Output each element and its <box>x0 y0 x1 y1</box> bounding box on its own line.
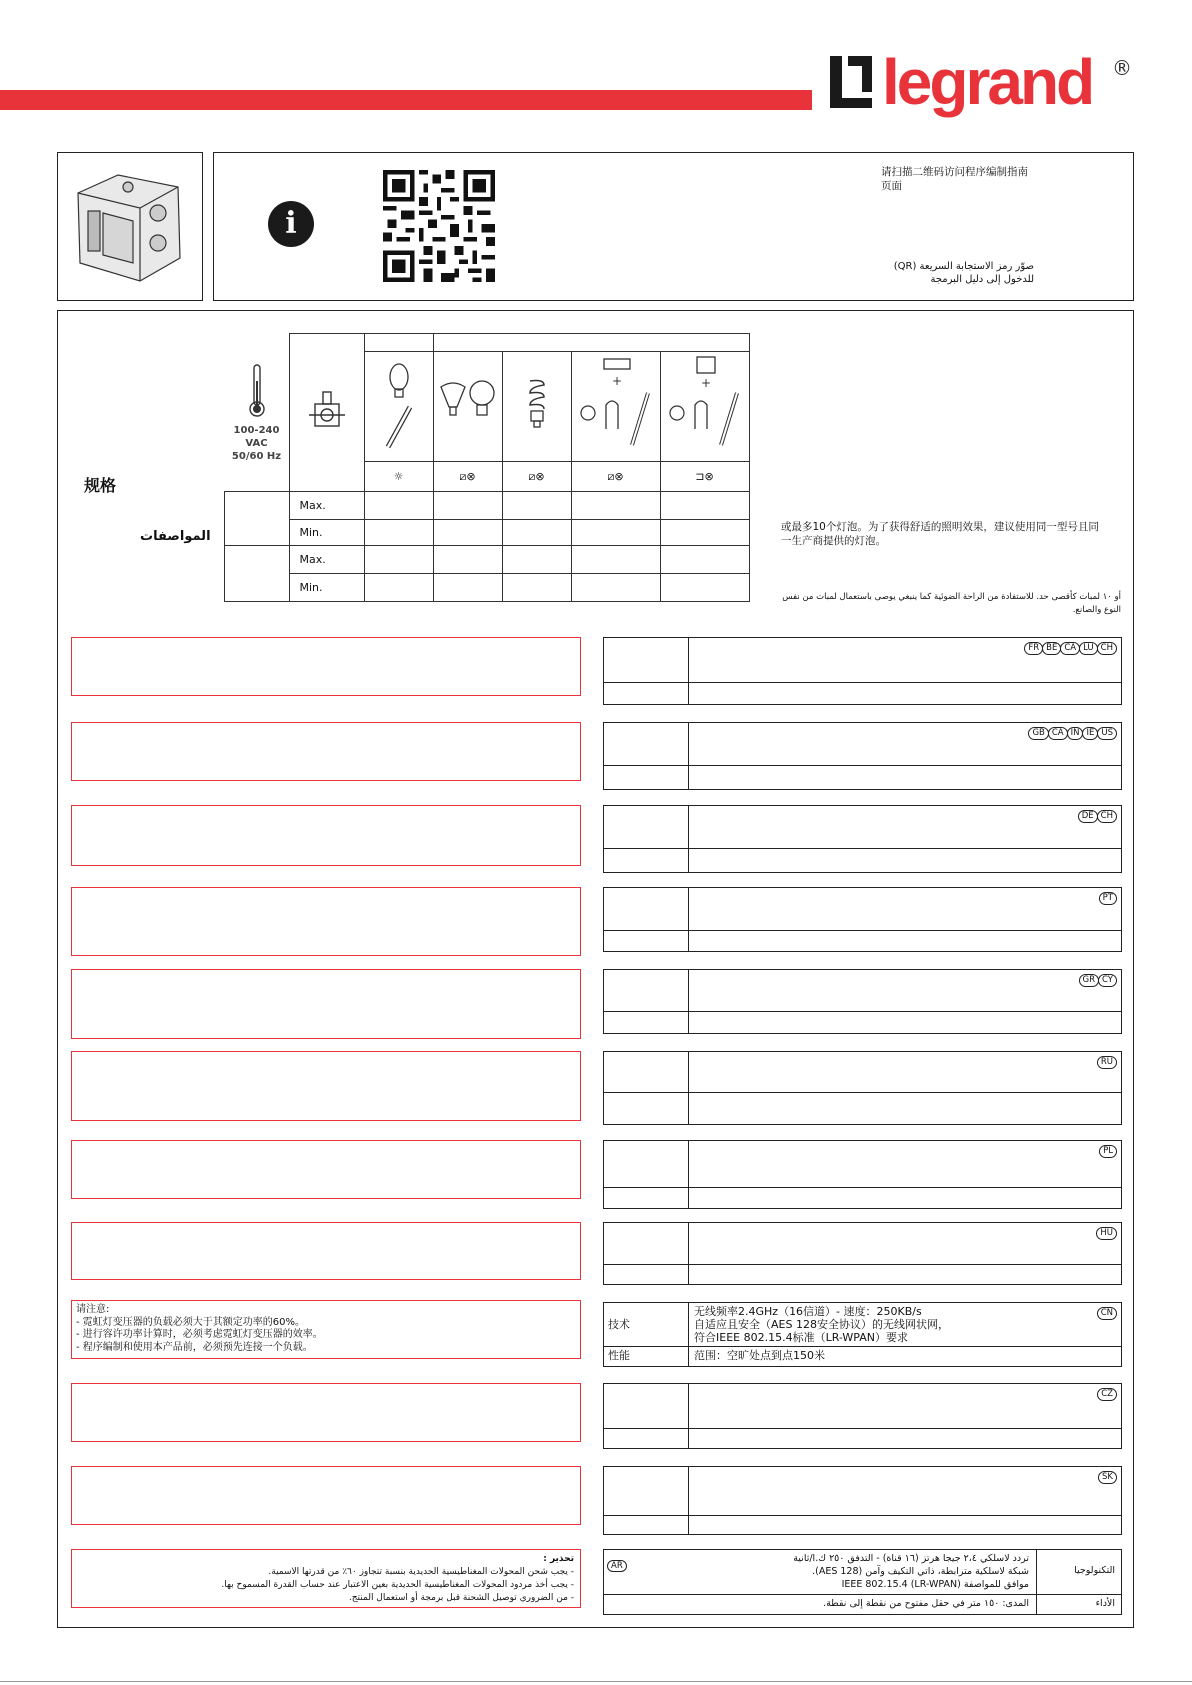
qr-instruction-ar: صوّر رمز الاستجابة السريعة (QR) للدخول إلى دليل البرمجة <box>893 261 1034 285</box>
bulb-note-ar: أو ۱۰ لمبات كأقصى حد. للاستفادة من الراحة الضوئية كما ينبغي يوصى باستعمال لمبات من نفس النوع والصانع. <box>782 592 1121 615</box>
country-badge: IN <box>1067 727 1084 740</box>
driver-lamp-icon: ⧄⊗ <box>459 469 476 483</box>
ar-tech-value <box>699 1552 1029 1591</box>
country-table-de <box>603 805 1122 873</box>
warning-box-pt <box>71 887 581 956</box>
row-max-label: Max. <box>289 546 364 574</box>
product-image <box>58 153 202 300</box>
country-table-fr <box>603 637 1122 705</box>
country-badge: PT <box>1099 892 1117 905</box>
warning-box-sk <box>71 1466 581 1525</box>
svg-text:+: + <box>611 374 622 388</box>
country-badges <box>1025 642 1117 655</box>
country-badges <box>1080 974 1117 987</box>
warning-box-gr <box>71 969 581 1039</box>
cn-perf-value: 范围：空旷处点到点150米 <box>694 1349 825 1362</box>
info-icon: i <box>268 201 314 247</box>
warning-box-fr <box>71 637 581 696</box>
country-badges <box>1079 810 1117 823</box>
ferromagnetic-transformer-icon <box>665 355 745 455</box>
load-spec-table <box>224 333 750 602</box>
specs-title-zh: 规格 <box>84 476 117 495</box>
country-badges <box>1098 1056 1117 1069</box>
country-badges <box>1100 1145 1117 1158</box>
country-table-gr <box>603 969 1122 1034</box>
country-badge: CY <box>1098 974 1117 987</box>
incandescent-lamps-cell <box>364 352 433 462</box>
page-bottom-rule <box>0 1681 1192 1682</box>
country-table-pt <box>603 887 1122 952</box>
warning-box-cn <box>71 1300 581 1359</box>
cfl-symbol-cell <box>502 462 571 492</box>
country-badge: CH <box>1097 810 1117 823</box>
country-badge: US <box>1097 727 1117 740</box>
electronic-symbol-cell <box>571 462 660 492</box>
sun-lamp-icon: ☼ <box>393 470 404 483</box>
led-bulb-icon <box>437 375 499 435</box>
cn-warning-2: - 进行容许功率计算时，必须考虑霓虹灯变压器的效率。 <box>76 1329 323 1340</box>
ar-tech-line-2: شبكة لاسلكية مترابطة، ذاتي التكيف وآمن (AES 128). <box>812 1566 1029 1577</box>
cn-perf-label: 性能 <box>608 1349 630 1362</box>
voltage-line-2: 50/60 Hz <box>231 451 282 463</box>
temp-voltage-cell <box>225 334 290 492</box>
country-badge: BE <box>1042 642 1061 655</box>
halogen-bulb-icon <box>374 355 424 455</box>
country-badge: CH <box>1097 642 1117 655</box>
country-table-cn <box>603 1302 1122 1367</box>
country-badges <box>1029 727 1117 740</box>
country-table-cz <box>603 1383 1122 1449</box>
warning-box-gb <box>71 722 581 781</box>
cfl-bulb-icon <box>522 375 552 435</box>
specs-title-ar: المواصفات <box>140 529 211 544</box>
country-badge: FR <box>1024 642 1043 655</box>
driver-lamp-icon: ⧄⊗ <box>528 469 545 483</box>
voltage-line-1: 100-240 VAC <box>233 425 280 450</box>
incandescent-symbol-cell <box>364 462 433 492</box>
product-image-frame <box>57 152 203 301</box>
ar-tech-label: التكنولوجيا <box>1074 1565 1115 1576</box>
country-table-sk <box>603 1466 1122 1535</box>
other-loads-header <box>433 334 749 352</box>
country-badge: IE <box>1082 727 1098 740</box>
legrand-logo <box>828 48 1138 132</box>
cn-tech-label: 技术 <box>608 1318 630 1331</box>
ar-perf-value: المدى: ١٥٠ متر في حقل مفتوح من نقطة إلى نقطة. <box>823 1598 1029 1609</box>
country-badge: PL <box>1099 1145 1117 1158</box>
row-min-label: Min. <box>289 574 364 602</box>
led-symbol-cell <box>433 462 502 492</box>
cfl-lamps-cell <box>502 352 571 462</box>
cn-tech-line-3: 符合IEEE 802.15.4标准（LR-WPAN）要求 <box>694 1331 908 1344</box>
warning-box-ru <box>71 1051 581 1121</box>
bulb-note-zh: 或最多10个灯泡。为了获得舒适的照明效果，建议使用同一型号且同一生产商提供的灯泡。 <box>781 521 1099 547</box>
driver-lamp-icon: ⧄⊗ <box>607 469 624 483</box>
country-badge: RU <box>1097 1056 1117 1069</box>
country-badge: LU <box>1079 642 1098 655</box>
group2-label-cell <box>225 546 290 602</box>
cn-tech-line-2: 自适应且安全（AES 128安全协议）的无线网状网， <box>694 1318 949 1331</box>
terminal-screw-icon <box>307 386 347 436</box>
country-badges <box>1099 1471 1117 1484</box>
ar-warning-3: - من الضروري توصيل الشحنة قبل برمجة أو استعمال المنتج. <box>348 1593 574 1603</box>
warning-box-de <box>71 805 581 866</box>
qr-instruction-zh: 请扫描二维码访问程序编制指南页面 <box>881 166 1028 192</box>
country-badge: AR <box>607 1560 627 1572</box>
incandescent-header <box>364 334 433 352</box>
row-max-label: Max. <box>289 492 364 520</box>
qr-code[interactable] <box>383 170 495 282</box>
country-badge: SK <box>1098 1471 1117 1484</box>
country-table-hu <box>603 1222 1122 1285</box>
country-badge: GB <box>1028 727 1048 740</box>
ar-tech-line-1: تردد لاسلكي ٢،٤ جيجا هرتز (١٦ قناة) - التدفق ٢٥٠ ك.ا/ثانية <box>793 1553 1029 1564</box>
header-red-bar <box>0 90 812 110</box>
cn-warning-3: - 程序编制和使用本产品前，必须预先连接一个负载。 <box>76 1341 313 1353</box>
row-min-label: Min. <box>289 520 364 546</box>
terminal-cell <box>289 334 364 492</box>
country-table-ar <box>603 1549 1122 1615</box>
country-table-ru <box>603 1051 1122 1125</box>
legrand-mark-icon <box>828 54 874 110</box>
warning-box-hu <box>71 1222 581 1280</box>
country-badge: CN <box>1097 1307 1117 1320</box>
cn-tech-line-1: 无线频率2.4GHz（16信道）- 速度：250KB/s <box>694 1305 922 1318</box>
led-lamps-cell <box>433 352 502 462</box>
cn-warning-1: - 霓虹灯变压器的负载必须大于其额定功率的60%。 <box>76 1316 306 1328</box>
ferro-symbol-cell <box>660 462 749 492</box>
country-badges <box>1098 1307 1117 1320</box>
ar-warning-title: تحذير : <box>543 1554 574 1564</box>
registered-mark: ® <box>1112 56 1132 80</box>
country-badge: CA <box>1060 642 1080 655</box>
country-badge: CZ <box>1097 1388 1117 1401</box>
coil-lamp-icon: ⊐⊗ <box>695 470 714 483</box>
ferromagnetic-transformer-cell <box>660 352 749 462</box>
thermometer-icon <box>242 361 272 421</box>
cn-warning-title: 请注意: <box>76 1304 110 1315</box>
country-badge: CA <box>1048 727 1068 740</box>
electronic-transformer-icon <box>576 355 656 455</box>
country-table-gb <box>603 722 1122 790</box>
ar-warning-1: - يجب شحن المحولات المغناطيسية الحديدية بنسبة تتجاوز ٦٠٪ من قدرتها الاسمية. <box>268 1567 574 1577</box>
country-table-pl <box>603 1140 1122 1209</box>
country-badges <box>1098 1388 1117 1401</box>
country-badge: HU <box>1096 1227 1117 1240</box>
group1-label-cell <box>225 492 290 546</box>
warning-box-ar <box>71 1549 581 1608</box>
svg-text:+: + <box>700 376 711 390</box>
country-badges <box>608 1553 627 1572</box>
ar-perf-label: الأداء <box>1095 1598 1115 1609</box>
country-badge: DE <box>1078 810 1098 823</box>
electronic-transformer-cell <box>571 352 660 462</box>
country-badges <box>1097 1227 1117 1240</box>
country-badges <box>1100 892 1117 905</box>
ar-tech-line-3: موافق للمواصفة IEEE 802.15.4 (LR-WPAN) <box>841 1579 1029 1590</box>
country-badge: GR <box>1079 974 1100 987</box>
brand-wordmark: legrand <box>882 46 1093 118</box>
ar-warning-2: - يجب أخذ مردود المحولات المغناطيسية الحديدية بعين الاعتبار عند حساب القدرة المسموح بها. <box>221 1580 574 1590</box>
warning-box-cz <box>71 1383 581 1442</box>
warning-box-pl <box>71 1140 581 1199</box>
